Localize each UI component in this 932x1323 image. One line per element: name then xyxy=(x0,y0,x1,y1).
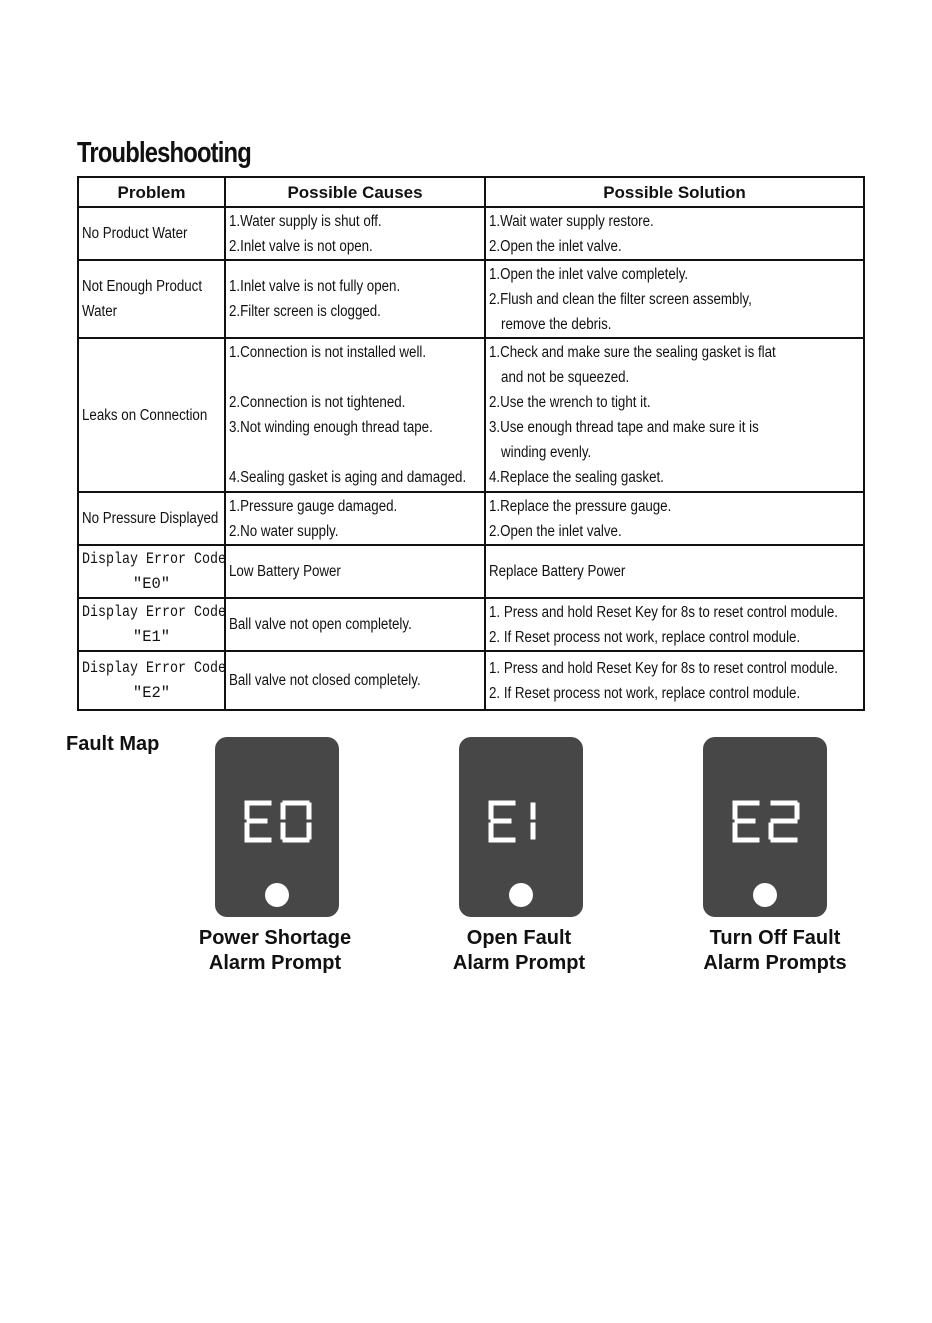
table-row xyxy=(78,207,864,260)
caption-e2: Turn Off Fault Alarm Prompts xyxy=(703,927,847,974)
segment-display-e0 xyxy=(243,799,313,845)
solution-cell: 1.Wait water supply restore. 2.Open the inlet valve. xyxy=(485,207,864,260)
solution-cell: 1.Replace the pressure gauge. 2.Open the inlet valve. xyxy=(485,492,864,545)
causes-cell: Low Battery Power xyxy=(225,545,485,598)
causes-cell: 1.Connection is not installed well. 2.Connection is not tightened. 3.Not winding enough thread tape. 4.Sealing gasket is aging and damaged. xyxy=(225,338,485,492)
problem-cell: Display Error Code "E1" xyxy=(78,598,225,651)
segment-display-e1 xyxy=(487,799,557,845)
troubleshooting-table xyxy=(77,176,865,711)
table-header-row xyxy=(78,177,864,207)
problem-cell: No Pressure Displayed xyxy=(78,492,225,545)
solution-cell: 1.Open the inlet valve completely. 2.Flush and clean the filter screen assembly, remove the debris. xyxy=(485,260,864,338)
causes-cell: Ball valve not open completely. xyxy=(225,598,485,651)
solution-cell: 1.Check and make sure the sealing gasket is flat and not be squeezed. 2.Use the wrench to tight it. 3.Use enough thread tape and make sure it is winding evenly. 4.Replace the sealing gasket. xyxy=(485,338,864,492)
problem-cell: Not Enough Product Water xyxy=(78,260,225,338)
caption-e0: Power Shortage Alarm Prompt xyxy=(198,927,352,974)
fault-map-label: Fault Map xyxy=(66,733,160,755)
causes-cell: 1.Water supply is shut off. 2.Inlet valve is not open. xyxy=(225,207,485,260)
indicator-dot xyxy=(753,883,777,907)
indicator-dot xyxy=(509,883,533,907)
table-row xyxy=(78,338,864,492)
table-row xyxy=(78,651,864,710)
display-panel-e2 xyxy=(703,737,827,917)
problem-cell: No Product Water xyxy=(78,207,225,260)
problem-cell: Leaks on Connection xyxy=(78,338,225,492)
problem-cell: Display Error Code "E0" xyxy=(78,545,225,598)
table-row xyxy=(78,492,864,545)
solution-cell: 1. Press and hold Reset Key for 8s to reset control module. 2. If Reset process not work, replace control module. xyxy=(485,651,864,710)
causes-cell: 1.Inlet valve is not fully open. 2.Filter screen is clogged. xyxy=(225,260,485,338)
header-possible-causes: Possible Causes xyxy=(225,177,485,207)
table-row xyxy=(78,545,864,598)
problem-cell: Display Error Code "E2" xyxy=(78,651,225,710)
table-row xyxy=(78,598,864,651)
solution-cell: 1. Press and hold Reset Key for 8s to reset control module. 2. If Reset process not work, replace control module. xyxy=(485,598,864,651)
indicator-dot xyxy=(265,883,289,907)
page-title: Troubleshooting xyxy=(77,137,251,169)
header-problem: Problem xyxy=(78,177,225,207)
solution-cell: Replace Battery Power xyxy=(485,545,864,598)
causes-cell: Ball valve not closed completely. xyxy=(225,651,485,710)
table-row xyxy=(78,260,864,338)
display-panel-e1 xyxy=(459,737,583,917)
display-panel-e0 xyxy=(215,737,339,917)
header-possible-solution: Possible Solution xyxy=(485,177,864,207)
causes-cell: 1.Pressure gauge damaged. 2.No water supply. xyxy=(225,492,485,545)
segment-display-e2 xyxy=(731,799,801,845)
caption-e1: Open Fault Alarm Prompt xyxy=(452,927,586,974)
